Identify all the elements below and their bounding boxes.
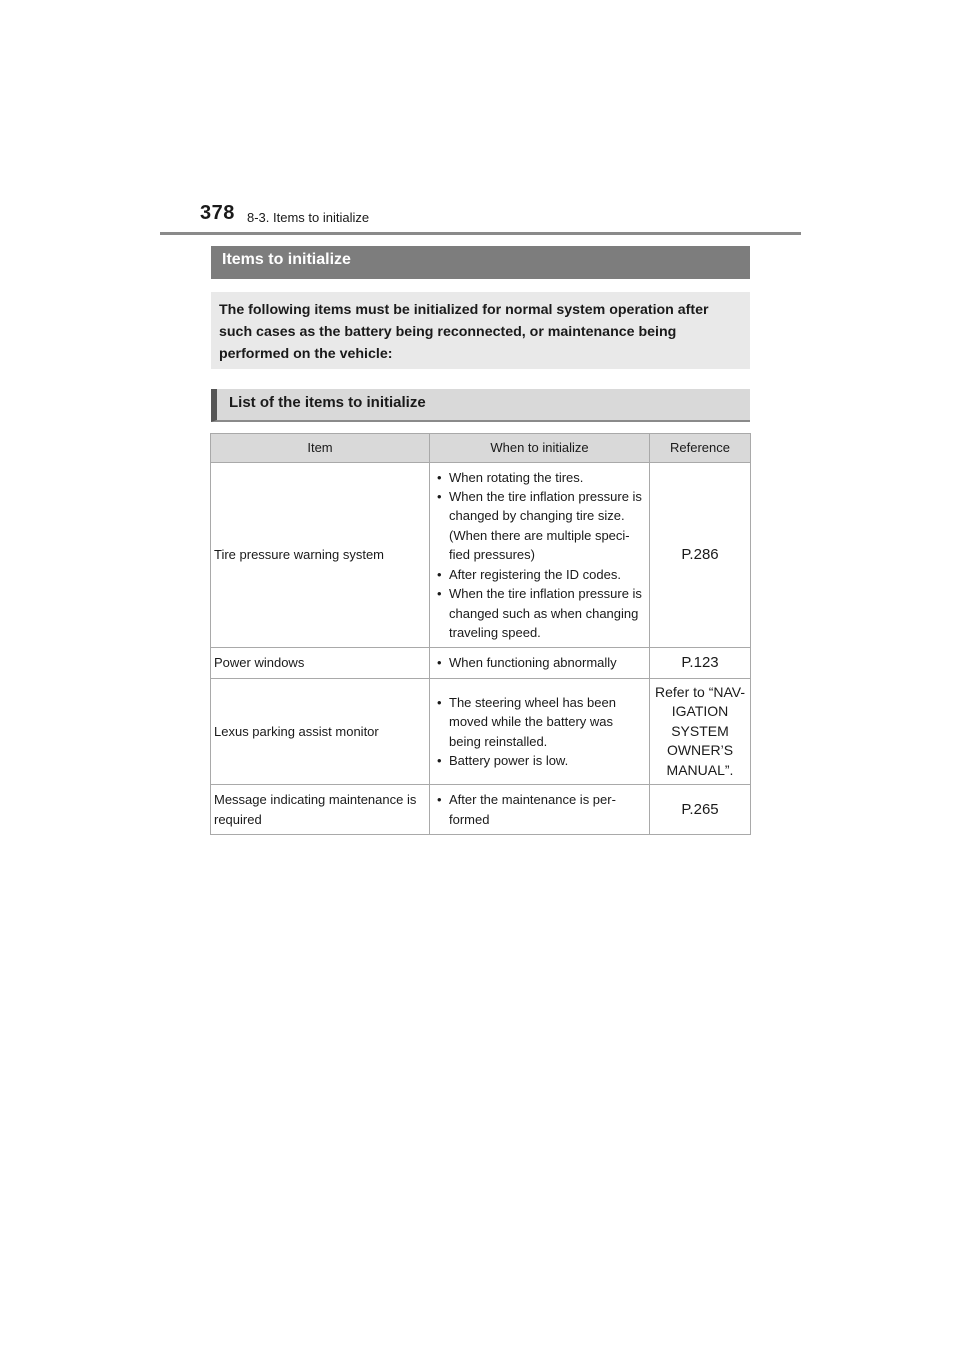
- condition-item: • When the tire inflation pressure is changed by changing tire size. (When there are multiple speci-fied pressures): [433, 487, 646, 565]
- reference-cell: P.265: [650, 785, 751, 835]
- item-cell: Lexus parking assist monitor: [211, 679, 430, 785]
- subsection-title: List of the items to initialize: [211, 389, 750, 422]
- condition-item: • When rotating the tires.: [433, 468, 646, 487]
- condition-item: • When functioning abnormally: [433, 653, 646, 672]
- column-header-reference: Reference: [650, 434, 751, 463]
- condition-list: [433, 790, 646, 829]
- condition-item: • The steering wheel has been moved while the battery was being reinstalled.: [433, 693, 646, 751]
- reference-cell: Refer to “NAV-IGATION SYSTEM OWNER’S MANUAL”.: [650, 679, 751, 785]
- condition-item: • After registering the ID codes.: [433, 565, 646, 584]
- page-number: 378: [200, 202, 235, 224]
- item-cell: Tire pressure warning system: [211, 463, 430, 648]
- table-row: [211, 679, 751, 785]
- condition-list: [433, 653, 646, 672]
- section-title: Items to initialize: [211, 246, 750, 279]
- items-table: [210, 433, 751, 835]
- condition-item: • When the tire inflation pressure is changed such as when changing traveling speed.: [433, 584, 646, 642]
- condition-list: [433, 468, 646, 643]
- column-header-when: When to initialize: [430, 434, 650, 463]
- condition-item: • Battery power is low.: [433, 751, 646, 770]
- item-cell: Power windows: [211, 648, 430, 679]
- table-header-row: [211, 434, 751, 463]
- header-divider: [160, 232, 801, 235]
- reference-cell: P.286: [650, 463, 751, 648]
- breadcrumb: 8-3. Items to initialize: [247, 210, 370, 225]
- when-cell: [430, 785, 650, 835]
- table-row: [211, 785, 751, 835]
- intro-text: The following items must be initialized for normal system operation after such cases as the battery being reconnected, or maintenance being performed on the vehicle:: [211, 292, 750, 369]
- when-cell: [430, 679, 650, 785]
- when-cell: [430, 648, 650, 679]
- when-cell: [430, 463, 650, 648]
- condition-list: [433, 693, 646, 771]
- reference-cell: P.123: [650, 648, 751, 679]
- table-row: [211, 463, 751, 648]
- table-row: [211, 648, 751, 679]
- item-cell: Message indicating maintenance is required: [211, 785, 430, 835]
- column-header-item: Item: [211, 434, 430, 463]
- condition-item: • After the maintenance is per-formed: [433, 790, 646, 829]
